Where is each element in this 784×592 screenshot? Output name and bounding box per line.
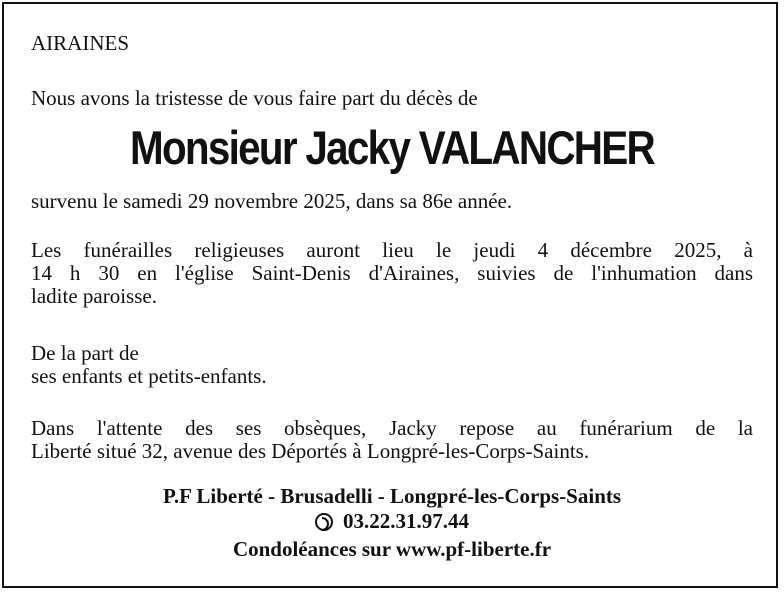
condolences-link[interactable]: Condoléances sur www.pf-liberte.fr: [232, 536, 552, 561]
deceased-name: Monsieur Jacky VALANCHER: [129, 121, 654, 174]
telephone-icon: [315, 513, 333, 531]
funeral-details: [31, 239, 753, 308]
funeral-line-1: Les funérailles religieuses auront lieu le jeudi 4 décembre 2025, à: [31, 238, 753, 262]
family-line-2: ses enfants et petits-enfants.: [31, 364, 267, 388]
phone-number[interactable]: 03.22.31.97.44: [343, 509, 469, 533]
funeral-line-3: ladite paroisse.: [31, 284, 157, 308]
funeral-line-2: 14 h 30 en l'église Saint-Denis d'Airaines, suivies de l'inhumation dans: [31, 261, 753, 285]
family-section: [31, 342, 753, 388]
town-name: AIRAINES: [31, 31, 129, 55]
repose-line-2: Liberté situé 32, avenue des Déportés à Longpré-les-Corps-Saints.: [31, 439, 590, 463]
death-notice: survenu le samedi 29 novembre 2025, dans sa 86e année.: [31, 189, 513, 213]
phone-row: [315, 509, 469, 534]
repose-line-1: Dans l'attente des ses obsèques, Jacky repose au funérarium de la: [31, 416, 753, 440]
funeral-home-footer: [0, 484, 784, 562]
intro-text: Nous avons la tristesse de vous faire part du décès de: [31, 86, 478, 110]
funeral-home-name: P.F Liberté - Brusadelli - Longpré-les-Corps-Saints: [162, 484, 622, 508]
repose-details: [31, 417, 753, 463]
family-line-1: De la part de: [31, 341, 139, 365]
